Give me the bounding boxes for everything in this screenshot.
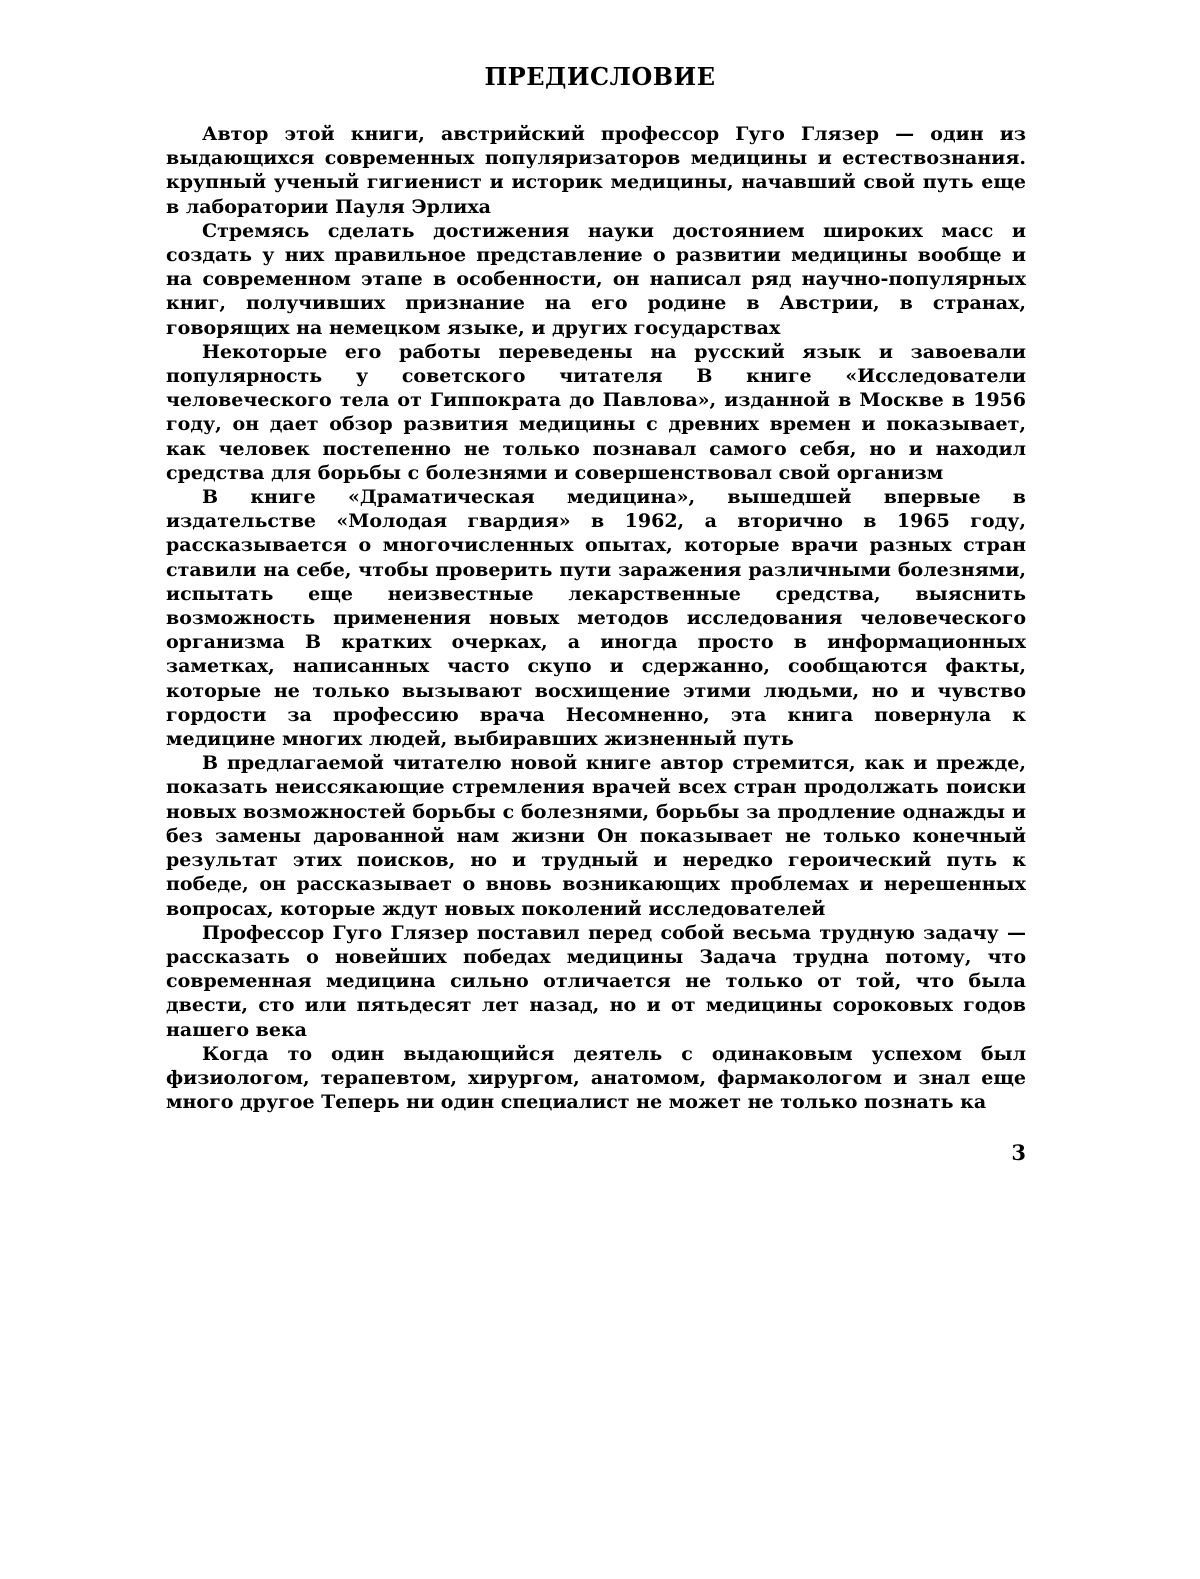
paragraph-4: В книге «Драматическая медицина», вышедшей впервые в издательстве «Молодая гвардия» в 1962, а вторично в 1965 году, рассказывается о многочисленных опытах, которые врачи разных стран ставили на себе, чтобы проверить пути заражения различными болезнями, испытать еще неизвестные лекарственные средства, выяснить возможность применения новых методов исследования человеческого организма В кратких очерках, а иногда просто в информационных заметках, написанных часто скупо и сдержанно, сообщаются факты, которые не только вызывают восхищение этими людьми, но и чувство гордости за профессию врача Несомненно, эта книга повернула к медицине многих людей, выбиравших жизненный путь — [166, 486, 1026, 751]
paragraph-2: Стремясь сделать достижения науки достоянием широких масс и создать у них правильное представление о развитии медицины вообще и на современном этапе в особенности, он написал ряд научно-популярных книг, получивших признание на его родине в Австрии, в странах, говорящих на немецком языке, и других государствах — [166, 219, 1026, 339]
paragraph-5: В предлагаемой читателю новой книге автор стремится, как и прежде, показать неиссякающие стремления врачей всех стран продолжать поиски новых возможностей борьбы с болезнями, борьбы за продление однажды и без замены дарованной нам жизни Он показывает не только конечный результат этих поисков, но и трудный и нередко героический путь к победе, он рассказывает о вновь возникающих проблемах и нерешенных вопросах, которые ждут новых поколений исследователей — [166, 752, 1026, 920]
body-text — [166, 122, 1026, 1114]
paragraph-3: Некоторые его работы переведены на русский язык и завоевали популярность у советского читателя В книге «Исследователи человеческого тела от Гиппократа до Павлова», изданной в Москве в 1956 году, он дает обзор развития медицины с древних времен и показывает, как человек постепенно не только познавал самого себя, но и находил средства для борьбы с болезнями и совершенствовал свой организм — [166, 340, 1026, 484]
page-title: ПРЕДИСЛОВИЕ — [484, 62, 716, 91]
paragraph-7: Когда то один выдающийся деятель с одинаковым успехом был физиологом, терапевтом, хирургом, анатомом, фармакологом и знал еще много другое Теперь ни один специалист не может не только познать ка — [166, 1042, 1026, 1114]
paragraph-6: Профессор Гуго Глязер поставил перед собой весьма трудную задачу — рассказать о новейших победах медицины Задача трудна потому, что современная медицина сильно отличается не только от той, что была двести, сто или пятьдесят лет назад, но и от медицины сороковых годов нашего века — [166, 921, 1026, 1041]
paragraph-1: Автор этой книги, австрийский профессор Гуго Глязер — один из выдающихся современных популяризаторов медицины и естествознания. крупный ученый гигиенист и историк медицины, начавший свой путь еще в лаборатории Пауля Эрлиха — [166, 123, 1026, 218]
page-number: 3 — [1011, 1140, 1026, 1165]
